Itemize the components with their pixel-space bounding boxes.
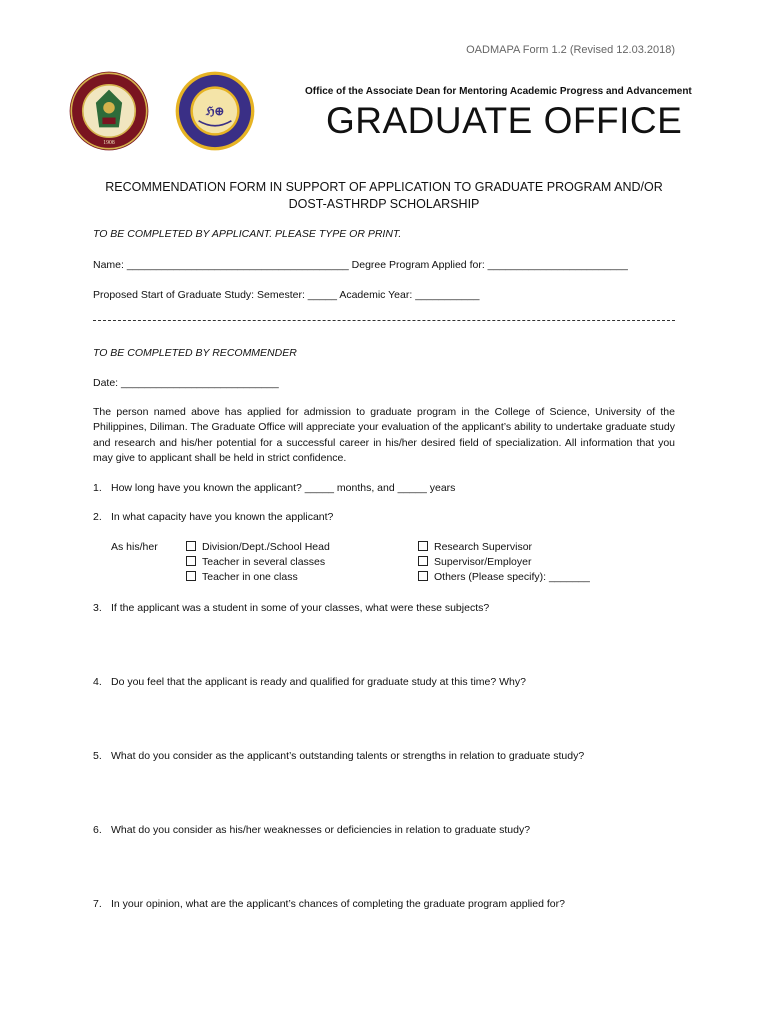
- question-text: In what capacity have you known the applicant?: [111, 511, 334, 523]
- question-number: 3.: [93, 602, 102, 614]
- checkbox[interactable]: [418, 556, 428, 566]
- option-teacher-several[interactable]: [186, 556, 325, 568]
- option-label: Teacher in one class: [202, 571, 298, 583]
- question-3: [93, 602, 489, 614]
- question-7: [93, 898, 565, 910]
- question-5: [93, 750, 584, 762]
- section-divider: [93, 320, 675, 321]
- checkbox[interactable]: [186, 541, 196, 551]
- question-6: [93, 824, 530, 836]
- question-text: How long have you known the applicant? _____ months, and _____ years: [111, 482, 456, 494]
- date-line: Date: ___________________________: [93, 377, 279, 389]
- name-line: Name: ______________________________________ Degree Program Applied for: ________________________: [93, 259, 628, 271]
- option-others[interactable]: [418, 571, 590, 583]
- option-teacher-one[interactable]: [186, 571, 298, 583]
- question-number: 2.: [93, 511, 102, 523]
- form-title: [90, 179, 678, 213]
- start-line: Proposed Start of Graduate Study: Semester: _____ Academic Year: ___________: [93, 289, 480, 301]
- question-number: 4.: [93, 676, 102, 688]
- office-line: Office of the Associate Dean for Mentoring Academic Progress and Advancement: [305, 86, 692, 97]
- page-title: GRADUATE OFFICE: [326, 100, 683, 141]
- option-supervisor-employer[interactable]: [418, 556, 531, 568]
- question-text: Do you feel that the applicant is ready and qualified for graduate study at this time? Why?: [111, 676, 526, 688]
- question-number: 5.: [93, 750, 102, 762]
- applicant-heading: TO BE COMPLETED BY APPLICANT. PLEASE TYPE OR PRINT.: [93, 228, 402, 240]
- question-text: What do you consider as his/her weaknesses or deficiencies in relation to graduate study?: [111, 824, 531, 836]
- question-1: [93, 482, 455, 494]
- option-label: Research Supervisor: [434, 541, 533, 553]
- option-research-supervisor[interactable]: [418, 541, 532, 553]
- option-label: Teacher in several classes: [202, 556, 326, 568]
- question-number: 1.: [93, 482, 102, 494]
- checkbox[interactable]: [186, 571, 196, 581]
- option-label: Supervisor/Employer: [434, 556, 532, 568]
- question-number: 6.: [93, 824, 102, 836]
- up-seal-logo: [68, 70, 150, 152]
- question-4: [93, 676, 526, 688]
- option-label: Others (Please specify): _______: [434, 571, 590, 583]
- question-2: [93, 511, 333, 523]
- question-text: If the applicant was a student in some of your classes, what were these subjects?: [111, 602, 490, 614]
- question-number: 7.: [93, 898, 102, 910]
- checkbox[interactable]: [186, 556, 196, 566]
- question-text: In your opinion, what are the applicant’s chances of completing the graduate program applied for?: [111, 898, 565, 910]
- seal1-year: 1908: [103, 139, 115, 146]
- recommender-heading: TO BE COMPLETED BY RECOMMENDER: [93, 347, 297, 359]
- capacity-label: As his/her: [111, 541, 158, 553]
- form-id: OADMAPA Form 1.2 (Revised 12.03.2018): [466, 44, 675, 56]
- option-division-head[interactable]: [186, 541, 330, 553]
- intro-paragraph: The person named above has applied for admission to graduate program in the College of Science, University of the Philippines, Diliman. The Graduate Office will appreciate your evaluation of the applicant’s ability to undertake graduate study and research and his/her potential for a successful career in his/her desired field of specialization. All information that you may give to applicant shall be held in strict confidence.: [93, 406, 675, 464]
- question-text: What do you consider as the applicant’s outstanding talents or strengths in relation to graduate study?: [111, 750, 585, 762]
- checkbox[interactable]: [418, 541, 428, 551]
- svg-text:ℌ⊕: ℌ⊕: [205, 106, 225, 119]
- form-title-line2: DOST-ASTHRDP SCHOLARSHIP: [288, 197, 480, 211]
- form-title-line1: RECOMMENDATION FORM IN SUPPORT OF APPLICATION TO GRADUATE PROGRAM AND/OR: [105, 180, 663, 194]
- option-label: Division/Dept./School Head: [202, 541, 330, 553]
- college-of-science-seal-logo: [174, 70, 256, 152]
- checkbox[interactable]: [418, 571, 428, 581]
